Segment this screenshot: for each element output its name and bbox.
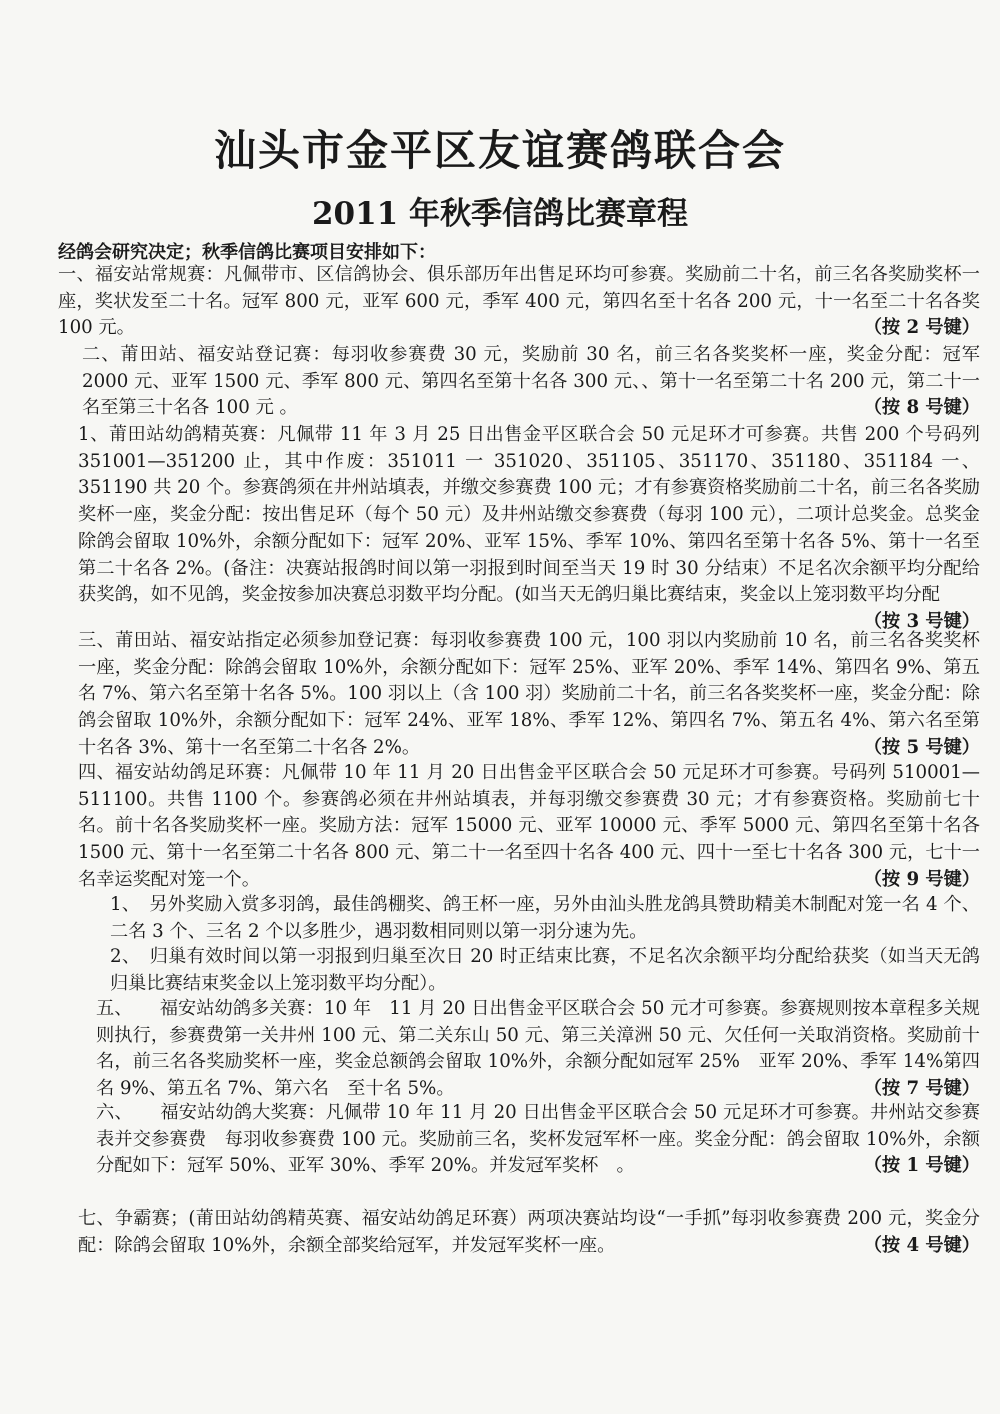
document-subtitle: 2011 年秋季信鸽比赛章程 [311, 196, 689, 232]
intro-line: 经鸽会研究决定；秋季信鸽比赛项目安排如下： [58, 242, 436, 263]
section-3-text: 三、莆田站、福安站指定必须参加登记赛：每羽收参赛费 100 元，100 羽以内奖励前 10 名，前三名各奖奖杯一座，奖金分配：除鸽会留取 10%外，余额分配如下：冠军 25%、亚军 20%、季军 14%、第四名 9%、第五名 7%、第六名至第十名各 5%。100 羽以上（含 100 羽）奖励前二十名，前三名各奖奖杯一座，奖金分配：除鸽会留取 10%外，余额分配如下：冠军 24%、亚军 18%、季军 12%、第四名 7%、第五名 4%、第六名至第十名各 3%、第十一名至第二十名各 2%。 [78, 630, 980, 758]
section-4-note-2-text: 2、 归巢有效时间以第一羽报到归巢至次日 20 时正结束比赛，不足名次余额平均分配给获奖（如当天无鸽归巢比赛结束奖金以上笼羽数平均分配）。 [110, 946, 980, 994]
section-2-1-text: 1、莆田站幼鸽精英赛：凡佩带 11 年 3 月 25 日出售金平区联合会 50 元足环才可参赛。共售 200 个号码列 351001—351200 止，其中作废：351011 一 351020、351105、351170、351180、351184 一、351190 共 20 个。参赛鸽须在井州站填表，并缴交参赛费 100 元；才有参赛资格奖励前二十名，前三名各奖励奖杯一座，奖金分配：按出售足环（每个 50 元）及井州站缴交参赛费（每羽 100 元），二项计总奖金。总奖金除鸽会留取 10%外，余额分配如下：冠军 20%、亚军 15%、季军 10%、第四名至第十名各 5%、第十一名至第二十名各 2%。(备注：决赛站报鸽时间以第一羽报到时间至当天 19 时 30 分结束）不足名次余额平均分配给获奖鸽，如不见鸽，奖金按参加决赛总羽数平均分配。(如当天无鸽归巢比赛结束，奖金以上笼羽数平均分配 [78, 424, 980, 606]
section-4-note-1-text: 1、 另外奖励入赏多羽鸽，最佳鸽棚奖、鸽王杯一座，另外由汕头胜龙鸽具赞助精美木制配对笼一名 4 个、二名 3 个、三名 2 个以多胜少，遇羽数相同则以第一羽分速为先。 [110, 894, 980, 942]
section-7-text: 七、争霸赛；(莆田站幼鸽精英赛、福安站幼鸽足环赛）两项决赛站均设“一手抓”每羽收参赛费 200 元，奖金分配：除鸽会留取 10%外，余额全部奖给冠军，并发冠军奖杯一座。 [78, 1208, 980, 1256]
section-1 [58, 262, 980, 342]
section-4-key: （按 9 号键） [863, 868, 980, 890]
section-2-1-key: （按 3 号键） [863, 610, 980, 632]
section-2-key: （按 8 号键） [863, 397, 980, 419]
document-title: 汕头市金平区友谊赛鸽联合会 [213, 126, 786, 175]
section-5 [96, 996, 980, 1103]
section-6 [96, 1100, 980, 1180]
section-5-key: （按 7 号键） [863, 1078, 980, 1100]
section-3-key: （按 5 号键） [863, 736, 980, 758]
section-7-key: （按 4 号键） [863, 1234, 980, 1256]
section-4-text: 四、福安站幼鸽足环赛：凡佩带 10 年 11 月 20 日出售金平区联合会 50 元足环才可参赛。号码列 510001—511100。共售 1100 个。参赛鸽必须在井州站填表，并每羽缴交参赛费 30 元；才有参赛资格。奖励前七十名。前十名各奖励奖杯一座。奖励方法：冠军 15000 元、亚军 10000 元、季军 5000 元、第四名至第十名各 1500 元、第十一名至第二十名各 800 元、第二十一名至四十名各 400 元、四十一至七十名各 300 元，七十一名幸运奖配对笼一个。 [78, 762, 980, 890]
section-2-text: 二、莆田站、福安站登记赛：每羽收参赛费 30 元，奖励前 30 名，前三名各奖奖杯一座，奖金分配：冠军 2000 元、亚军 1500 元、季军 800 元、第四名至第十名各 300 元、、第十一名至第二十名 200 元，第二十一名至第三十名各 100 元 。 [82, 344, 980, 419]
section-7 [78, 1206, 980, 1259]
section-2-1 [78, 422, 980, 636]
section-4-note-1 [110, 892, 980, 945]
section-4 [78, 760, 980, 894]
section-5-text: 五、 福安站幼鸽多关赛：10 年 11 月 20 日出售金平区联合会 50 元才可参赛。参赛规则按本章程多关规则执行，参赛费第一关井州 100 元、第二关东山 50 元、第三关漳洲 50 元、欠任何一关取消资格。奖励前十名，前三名各奖励奖杯一座，奖金总额鸽会留取 10%外，余额分配如冠军 25% 亚军 20%、季军 14%第四名 9%、第五名 7%、第六名 至十名 5%。 [96, 998, 980, 1100]
section-1-text: 一、福安站常规赛：凡佩带市、区信鸽协会、俱乐部历年出售足环均可参赛。奖励前二十名，前三名各奖励奖杯一座，奖状发至二十名。冠军 800 元，亚军 600 元，季军 400 元，第四名至十名各 200 元，十一名至二十名各奖 100 元。 [58, 264, 980, 339]
section-6-key: （按 1 号键） [863, 1155, 980, 1177]
section-3 [78, 628, 980, 762]
section-2 [82, 342, 980, 422]
section-1-key: （按 2 号键） [863, 317, 980, 339]
section-6-text: 六、 福安站幼鸽大奖赛：凡佩带 10 年 11 月 20 日出售金平区联合会 50 元足环才可参赛。井州站交参赛表并交参赛费 每羽收参赛费 100 元。奖励前三名，奖杯发冠军杯一座。奖金分配：鸽会留取 10%外，余额分配如下：冠军 50%、亚军 30%、季军 20%。并发冠军奖杯 。 [96, 1102, 980, 1177]
section-4-note-2 [110, 944, 980, 997]
